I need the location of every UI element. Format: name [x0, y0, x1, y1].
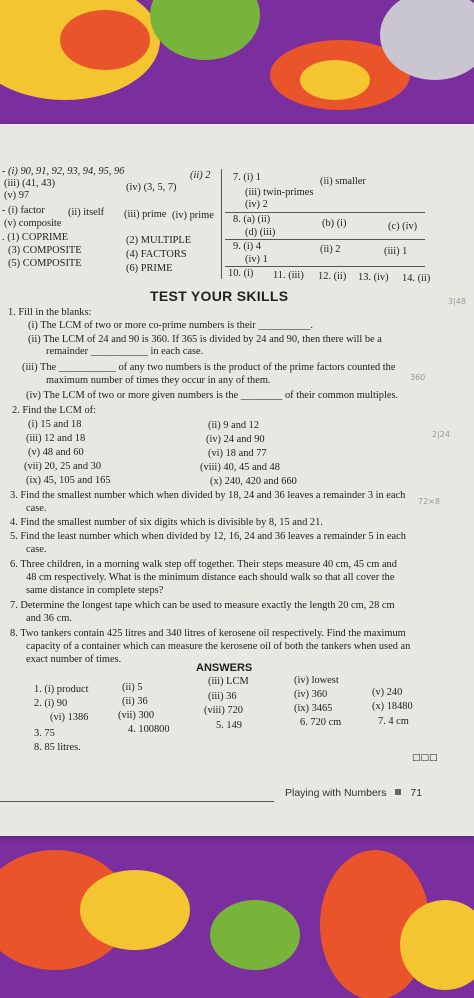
- question-6-cont: same distance in complete steps?: [26, 585, 164, 596]
- answer-item: 8. 85 litres.: [34, 742, 81, 753]
- pencil-scribble: 2|24: [432, 430, 450, 439]
- question-4: 4. Find the smallest number of six digits which is divisible by 8, 15 and 21.: [10, 517, 323, 528]
- question-6: 6. Three children, in a morning walk step off together. Their steps measure 40 cm, 45 cm and: [10, 559, 397, 570]
- question-3: 3. Find the smallest number which when divided by 18, 24 and 36 leaves a remainder 3 in each: [10, 490, 406, 501]
- question-1i: (i) The LCM of two or more co-prime numbers is their __________.: [28, 320, 313, 331]
- answer-item: (iv) lowest: [294, 675, 339, 686]
- question-8: 8. Two tankers contain 425 litres and 340 litres of kerosene oil respectively. Find the maximum: [10, 628, 406, 639]
- answer-item: (ii) 5: [122, 682, 143, 693]
- lcm-item: (v) 48 and 60: [28, 447, 84, 458]
- top-answer-1iii: (iii) (41, 43): [4, 178, 56, 189]
- question-1iii-cont: maximum number of times they occur in any of them.: [46, 375, 271, 386]
- lcm-item: (i) 15 and 18: [28, 419, 82, 430]
- textbook-page: [0, 124, 474, 836]
- question-7: 7. Determine the longest tape which can be used to measure exactly the length 20 cm, 28 cm: [10, 600, 395, 611]
- question-5: 5. Find the least number which when divided by 12, 16, 24 and 36 leaves a remainder 5 in each: [10, 531, 406, 542]
- top-answer-2ii: (ii) itself: [68, 207, 105, 218]
- answer-item: (iii) 36: [208, 691, 237, 702]
- answer-divider: [225, 239, 425, 240]
- answer-item: (ii) 36: [122, 696, 148, 707]
- top-answer-1ii: (ii) 2: [190, 170, 211, 181]
- page-number: 71: [410, 787, 423, 799]
- top-answer-7iii: (iii) twin-primes: [245, 187, 314, 198]
- pencil-scribble: 3|48: [448, 297, 466, 306]
- top-answer-9ii: (ii) 2: [320, 244, 341, 255]
- top-answer-2: - (i) factor: [2, 205, 45, 216]
- column-divider: [221, 169, 222, 279]
- top-answer-8d: (d) (iii): [245, 227, 276, 238]
- top-answer-7iv: (iv) 2: [245, 199, 268, 210]
- top-answer-3-5: (5) COMPOSITE: [8, 258, 82, 269]
- answer-item: 1. (i) product: [34, 684, 89, 695]
- answer-item: (x) 18480: [372, 701, 413, 712]
- top-answer-14: 14. (ii): [402, 273, 431, 284]
- question-1ii-cont: remainder ___________ in each case.: [46, 346, 204, 357]
- question-8-cont: exact number of times.: [26, 654, 122, 665]
- lcm-item: (vii) 20, 25 and 30: [24, 461, 102, 472]
- top-answer-13: 13. (iv): [358, 272, 389, 283]
- pencil-scribble: 72×8: [418, 497, 440, 506]
- footer-rule: [0, 801, 274, 802]
- top-answer-12: 12. (ii): [318, 271, 347, 282]
- top-answer-3-1: . (1) COPRIME: [2, 232, 69, 243]
- question-2: 2. Find the LCM of:: [12, 405, 96, 416]
- answer-divider: [225, 266, 425, 267]
- footer-chapter-title: Playing with Numbers: [285, 787, 387, 799]
- answer-item: 7. 4 cm: [378, 716, 409, 727]
- top-answer-9iv: (iv) 1: [245, 254, 268, 265]
- answers-title: ANSWERS: [196, 662, 253, 674]
- lcm-item: (x) 240, 420 and 660: [210, 476, 297, 487]
- top-answer-11: 11. (iii): [273, 270, 304, 281]
- lcm-item: (iv) 24 and 90: [206, 434, 265, 445]
- answer-item: 2. (i) 90: [34, 698, 68, 709]
- top-answer-2iv: (iv) prime: [172, 210, 214, 221]
- answer-item: (iii) LCM: [208, 676, 249, 687]
- top-answer-1v: (v) 97: [4, 190, 30, 201]
- top-answer-8b: (b) (i): [322, 218, 347, 229]
- top-answer-3-4: (4) FACTORS: [126, 249, 187, 260]
- answer-item: (ix) 3465: [294, 703, 333, 714]
- section-title: TEST YOUR SKILLS: [150, 288, 289, 304]
- pencil-scribble: 360: [410, 373, 426, 382]
- lcm-item: (ii) 9 and 12: [208, 420, 260, 431]
- page-footer: [285, 787, 422, 799]
- question-3-cont: case.: [26, 503, 47, 514]
- top-answer-1iv: (iv) (3, 5, 7): [126, 182, 177, 193]
- top-answer-9i: 9. (i) 4: [233, 241, 261, 252]
- question-1: 1. Fill in the blanks:: [8, 307, 92, 318]
- top-answer-7ii: (ii) smaller: [320, 176, 366, 187]
- top-answer-2iii: (iii) prime: [124, 209, 167, 220]
- lcm-item: (vi) 18 and 77: [208, 448, 267, 459]
- question-7-cont: and 36 cm.: [26, 613, 72, 624]
- top-answer-7i: 7. (i) 1: [233, 172, 261, 183]
- top-answer-3-6: (6) PRIME: [126, 263, 173, 274]
- question-1iv: (iv) The LCM of two or more given numbers is the ________ of their common multiples.: [26, 390, 399, 401]
- question-8-cont: capacity of a container which can measure the kerosene oil of both the tankers when used an: [26, 641, 411, 652]
- footer-square-icon: [395, 789, 401, 795]
- top-answer-8c: (c) (iv): [388, 221, 418, 232]
- answer-item: 6. 720 cm: [300, 717, 342, 728]
- answer-divider: [225, 212, 425, 213]
- lcm-item: (iii) 12 and 18: [26, 433, 86, 444]
- answer-item: 3. 75: [34, 728, 55, 739]
- top-answer-9iii: (iii) 1: [384, 246, 408, 257]
- lcm-item: (ix) 45, 105 and 165: [26, 475, 111, 486]
- answer-item: (viii) 720: [204, 705, 243, 716]
- answer-item: (v) 240: [372, 687, 403, 698]
- answer-item: 4. 100800: [128, 724, 170, 735]
- top-answer-2v: (v) composite: [4, 218, 62, 229]
- question-1iii: (iii) The ___________ of any two numbers is the product of the prime factors counted the: [22, 362, 396, 373]
- lcm-item: (viii) 40, 45 and 48: [200, 462, 280, 473]
- answer-item: (vi) 1386: [50, 712, 89, 723]
- question-6-cont: 48 cm respectively. What is the minimum distance each should walk so that all cover the: [26, 572, 395, 583]
- top-answer-1: - (i) 90, 91, 92, 93, 94, 95, 96: [2, 166, 125, 177]
- answer-item: 5. 149: [216, 720, 242, 731]
- top-answer-3-3: (3) COMPOSITE: [8, 245, 82, 256]
- top-answer-10: 10. (i): [228, 268, 254, 279]
- question-5-cont: case.: [26, 544, 47, 555]
- answer-item: (iv) 360: [294, 689, 328, 700]
- end-marker-squares: □□□: [412, 753, 438, 763]
- top-answer-8a: 8. (a) (ii): [233, 214, 271, 225]
- answer-item: (vii) 300: [118, 710, 155, 721]
- question-1ii: (ii) The LCM of 24 and 90 is 360. If 365 is divided by 24 and 90, then there will be a: [28, 334, 382, 345]
- top-answer-3-2: (2) MULTIPLE: [126, 235, 192, 246]
